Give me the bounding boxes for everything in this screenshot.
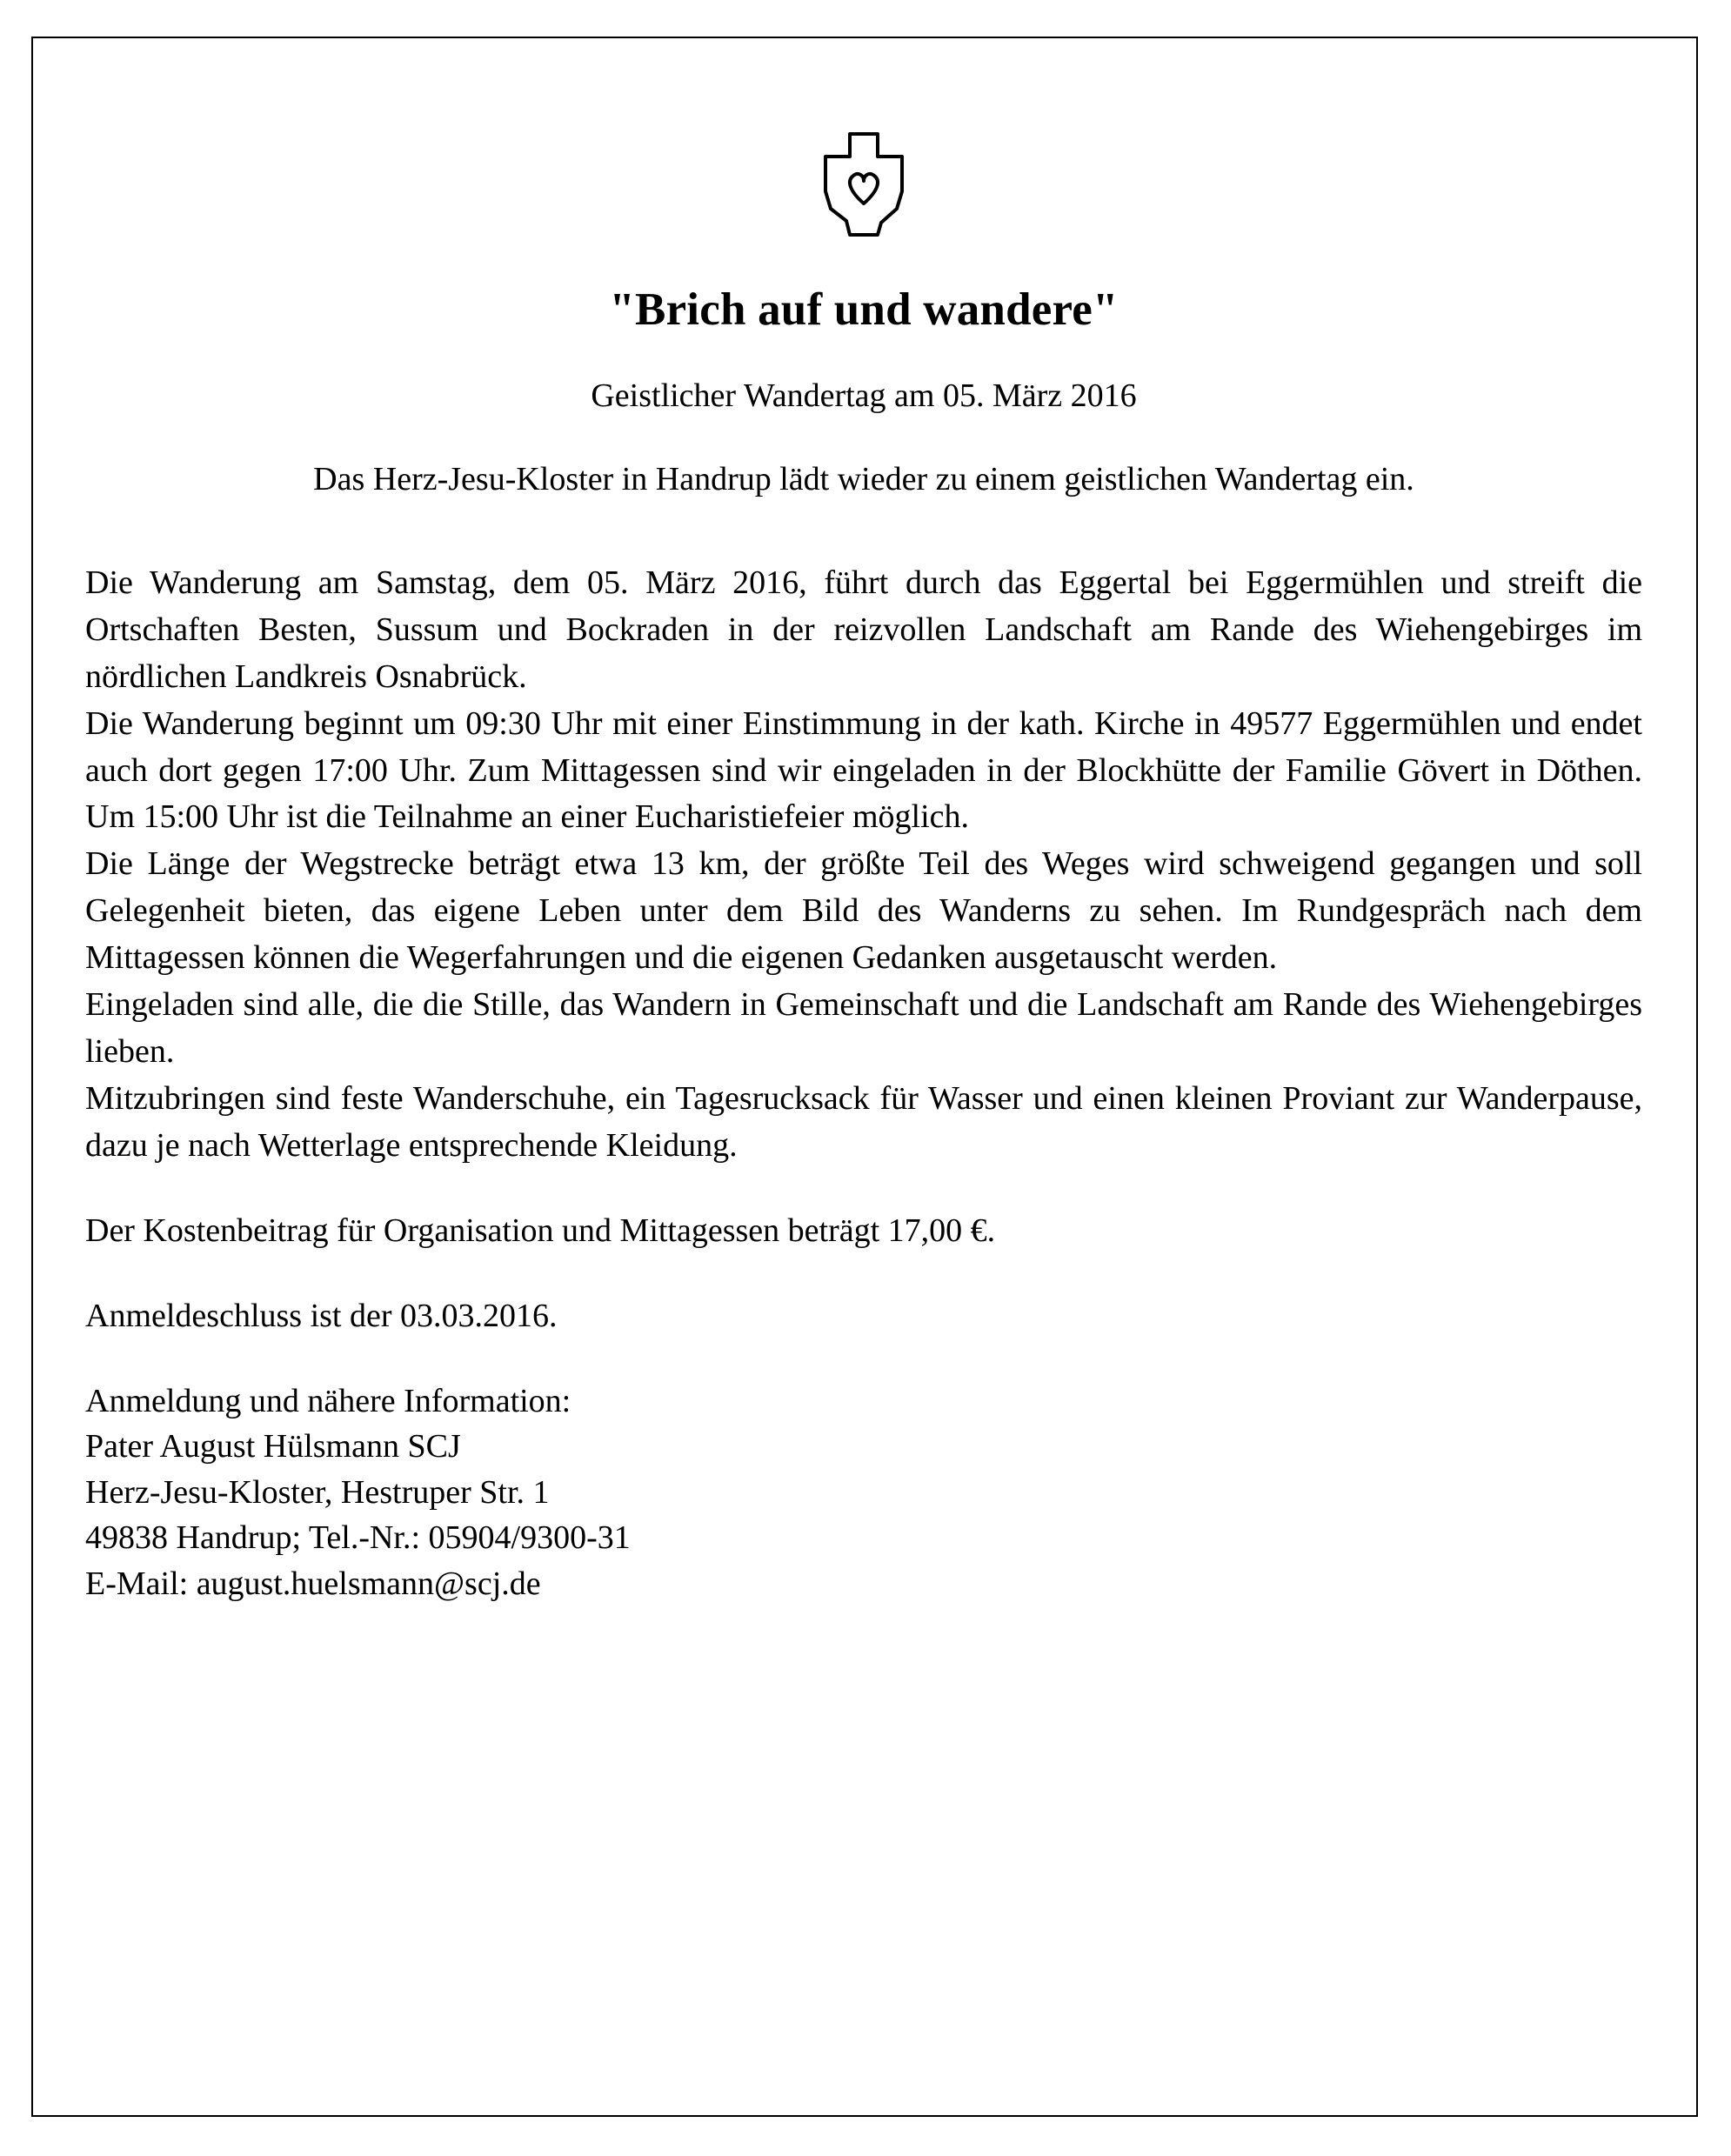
- body-text: [85, 560, 1642, 1340]
- intro-line: Das Herz-Jesu-Kloster in Handrup lädt wieder zu einem geistlichen Wandertag ein.: [313, 461, 1414, 498]
- spacer: [85, 1255, 1642, 1293]
- paragraph: Die Länge der Wegstrecke beträgt etwa 13 km, der größte Teil des Weges wird schweigend gegangen und soll Gelegenheit bieten, das eigene Leben unter dem Bild des Wanderns zu sehen. Im Rundgespräch nach dem Mittagessen können die Wegerfahrungen und die eigenen Gedanken ausgetauscht werden.: [85, 845, 1642, 977]
- spacer: [85, 1170, 1642, 1208]
- paragraph: Eingeladen sind alle, die die Stille, das Wandern in Gemeinschaft und die Landschaft am Rande des Wiehengebirges lieben.: [85, 986, 1642, 1071]
- contact-address-line-1: Herz-Jesu-Kloster, Hestruper Str. 1: [85, 1473, 550, 1511]
- paragraph: Die Wanderung beginnt um 09:30 Uhr mit einer Einstimmung in der kath. Kirche in 49577 Eggermühlen und endet auch dort gegen 17:00 Uhr. Zum Mittagessen sind wir eingeladen in der Blockhütte der Familie Gövert in Döthen. Um 15:00 Uhr ist die Teilnahme an einer Eucharistiefeier möglich.: [85, 704, 1642, 836]
- deadline-line: Anmeldeschluss ist der 03.03.2016.: [85, 1298, 558, 1335]
- contact-email: E-Mail: august.huelsmann@scj.de: [85, 1565, 541, 1602]
- contact-address-line-2: 49838 Handrup; Tel.-Nr.: 05904/9300-31: [85, 1519, 631, 1557]
- fee-line: Der Kostenbeitrag für Organisation und Mittagessen beträgt 17,00 €.: [85, 1212, 996, 1250]
- contact-heading: Anmeldung und nähere Information:: [85, 1382, 571, 1419]
- contact-block: [85, 1378, 1642, 1606]
- heart-cross-logo: [85, 130, 1642, 250]
- page-title: "Brich auf und wandere": [609, 284, 1119, 335]
- event-subtitle: Geistlicher Wandertag am 05. März 2016: [591, 377, 1137, 414]
- paragraph: Die Wanderung am Samstag, dem 05. März 2016, führt durch das Eggertal bei Eggermühlen und streift die Ortschaften Besten, Sussum und Bockraden in der reizvollen Landschaft am Rande des Wiehengebirges im nördlichen Landkreis Osnabrück.: [85, 564, 1642, 695]
- document-content: [31, 33, 1700, 1606]
- paragraph: Mitzubringen sind feste Wanderschuhe, ein Tagesrucksack für Wasser und einen kleinen Proviant zur Wanderpause, dazu je nach Wetterlage entsprechende Kleidung.: [85, 1080, 1642, 1165]
- contact-name: Pater August Hülsmann SCJ: [85, 1428, 461, 1465]
